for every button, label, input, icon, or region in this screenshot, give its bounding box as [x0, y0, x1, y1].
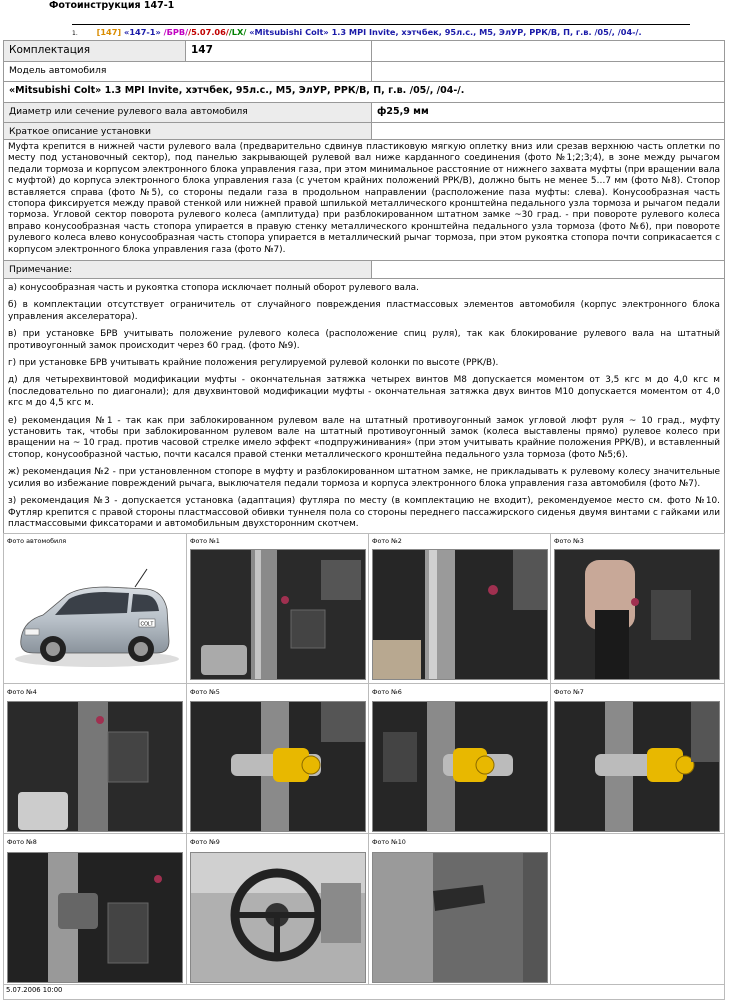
subtitle-line: [72, 27, 642, 37]
photo-3-image: [555, 550, 720, 680]
photo-5: [190, 701, 366, 832]
photo-6-image: [373, 702, 548, 832]
photo-5-label: Фото №5: [190, 688, 220, 696]
note-item: е) рекомендация №1 - так как при заблокированном рулевом вале на штатный противоугонный замок угловой люфт руля ~ 10 град., муфту установить так, чтобы при заблокированном рулевом вале на штатный противоугонный замок (колеса выставлены прямо) рулевое колесо при вращении на ~ 10 град. против часовой стрелке имело эффект «подпружинивания» (при этом учитывать крайние положения РРК/В), и вставленный стопор, конусообразной частью, почти касался правой стенки металлического кронштейна педального узла тормоза (фото №5;6).: [8, 415, 720, 460]
note-item: д) для четырехвинтовой модификации муфты - окончательная затяжка четырех винтов М8 допускается моментом от 3,5 кгс м до 4,0 кгс м (последовательно по диагонали); для двухвинтовой модификации муфты - окончательная затяжка двух винтов М10 допускается моментом от 4,0 кгс м до 4,5 кгс м.: [8, 375, 720, 409]
row-diameter: [3, 102, 725, 123]
footer-row: [3, 984, 725, 1000]
row-desc-label: [3, 122, 725, 140]
title-rule: [72, 24, 690, 25]
car-illustration: [7, 549, 183, 680]
diameter-label: Диаметр или сечение рулевого вала автомобиля: [4, 103, 372, 122]
note-item: б) в комплектации отсутствует ограничитель от случайного повреждения пластмассовых элементов автомобиля (корпус электронного блока управления акселератора).: [8, 300, 720, 322]
col-divider: [186, 533, 187, 985]
photo-2-label: Фото №2: [372, 537, 402, 545]
description-label: Краткое описание установки: [4, 123, 372, 139]
photo-car-label: Фото автомобиля: [7, 537, 67, 545]
doc-date: /5.07.06/: [188, 27, 229, 37]
photo-10-image: [373, 853, 548, 983]
model-value: «Mitsubishi Colt» 1.3 MPI Invite, хэтчбек, 95л.с., М5, ЭлУР, РРК/В, П, г.в. /05/, /04-/.: [9, 85, 465, 96]
photo-6-label: Фото №6: [372, 688, 402, 696]
footer-timestamp: 5.07.2006 10:00: [6, 986, 63, 994]
photo-4-label: Фото №4: [7, 688, 37, 696]
note-item: а) конусообразная часть и рукоятка стопора исключает полный оборот рулевого вала.: [8, 283, 419, 293]
kit-value: 147: [186, 41, 372, 61]
photo-8-label: Фото №8: [7, 838, 37, 846]
photo-2-image: [373, 550, 548, 680]
photo-5-image: [191, 702, 366, 832]
col-divider: [550, 533, 551, 985]
note-item: г) при установке БРВ учитывать крайние положения регулируемой рулевой колонки по высоте (РРК/В).: [8, 358, 499, 369]
photo-9-label: Фото №9: [190, 838, 220, 846]
photo-8-image: [8, 853, 183, 983]
photo-10: [372, 852, 548, 983]
photo-4-image: [8, 702, 183, 832]
notes-list: [4, 279, 724, 538]
photo-8: [7, 852, 183, 983]
photo-7-image: [555, 702, 720, 832]
row-notes: [3, 278, 725, 534]
photo-9: [190, 852, 366, 983]
document-title: Фотоинструкция 147-1: [49, 0, 175, 11]
device-type: /БРВ/: [163, 27, 189, 37]
kit-label: Комплектация: [4, 41, 186, 61]
lock-side: /LX/: [228, 27, 247, 37]
photo-3: [554, 549, 720, 680]
license-plate: COLT: [140, 621, 154, 628]
description-text: Муфта крепится в нижней части рулевого вала (предварительно сдвинув пластиковую мягкую оплетку вниз или срезав верхнюю часть оплетки по месту под установочный сектор), под панелью закрывающей рулевой вал ниже карданного соединения (фото №1;2;3;4), в зоне между рычагом педали тормоза и корпусом электронного блока управления газа, при этом минимальное расстояние от нижнего захвата муфты (при вращении вала с муфтой) до корпуса электронного блока управления газа (с учетом крайних положений РРК/В), должно быть не менее 5…7 мм (фото №8). Стопор вставляется справа (фото №5), со стороны педали газа в продольном направлении (расположение паза муфты: слева). Конусообразная часть стопора фиксируется между правой стенкой или нижней правой шпилькой металлического кронштейна педального узла тормоза и рычагом педали тормоза. Угловой сектор поворота рулевого колеса (амплитуда) при разблокированном штатном замке ~30 град. - при повороте рулевого колеса вправо конусообразная часть стопора упирается в правую стенку металлического кронштейна педального узла тормоза (фото №6), при повороте рулевого колеса влево конусообразная часть стопора упирается в металлический рычаг тормоза, при этом рукоятка стопора почти соприкасается с корпусом электронного блока управления газа (фото №7).: [8, 142, 720, 255]
photo-3-label: Фото №3: [554, 537, 584, 545]
row-description: [3, 139, 725, 261]
row-model-value: [3, 81, 725, 103]
list-number: 1.: [72, 30, 78, 37]
photo-1: [190, 549, 366, 680]
note-item: з) рекомендация №3 - допускается установка (адаптация) футляра по месту (в комплектацию не входит), рекомендуемое место см. фото №10. Футляр крепится с правой стороны пластмассовой обивки туннеля пола со стороны переднего пассажирского сиденья двумя винтами с гайками или пластмассовыми фиксаторами и автомобильным двухсторонним скотчем.: [8, 496, 720, 529]
row-kit: [3, 40, 725, 62]
photo-9-image: [191, 853, 366, 983]
note-item: ж) рекомендация №2 - при установленном стопоре в муфту и разблокированном штатном замке, не прикладывать к рулевому колесу значительные усилия во избежание повреждений рычага, выключателя педали тормоза и корпуса электронного блока управления газа автомобиля (фото №7).: [8, 467, 720, 489]
photo-2: [372, 549, 548, 680]
photo-10-label: Фото №10: [372, 838, 406, 846]
photo-1-image: [191, 550, 366, 680]
notes-label: Примечание:: [4, 261, 372, 278]
diameter-value: ф25,9 мм: [377, 106, 429, 117]
kit-name: «147-1»: [124, 27, 161, 37]
col-divider: [368, 533, 369, 985]
photo-7-label: Фото №7: [554, 688, 584, 696]
row-notes-label: [3, 260, 725, 279]
kit-code: [147]: [96, 27, 122, 37]
model-label: Модель автомобиля: [4, 62, 372, 81]
car-model: «Mitsubishi Colt» 1.3 MPI Invite, хэтчбек, 95л.с., М5, ЭлУР, РРК/В, П, г.в. /05/, /04-/.: [249, 27, 642, 37]
row-model-label: [3, 61, 725, 82]
photo-1-label: Фото №1: [190, 537, 220, 545]
photo-7: [554, 701, 720, 832]
note-item: в) при установке БРВ учитывать положение рулевого колеса (расположение спиц руля), так как блокирование рулевого вала на штатный противоугонный замок происходит через 60 град. (фото №9).: [8, 329, 720, 351]
car-photo: [7, 549, 183, 680]
photo-6: [372, 701, 548, 832]
photo-4: [7, 701, 183, 832]
